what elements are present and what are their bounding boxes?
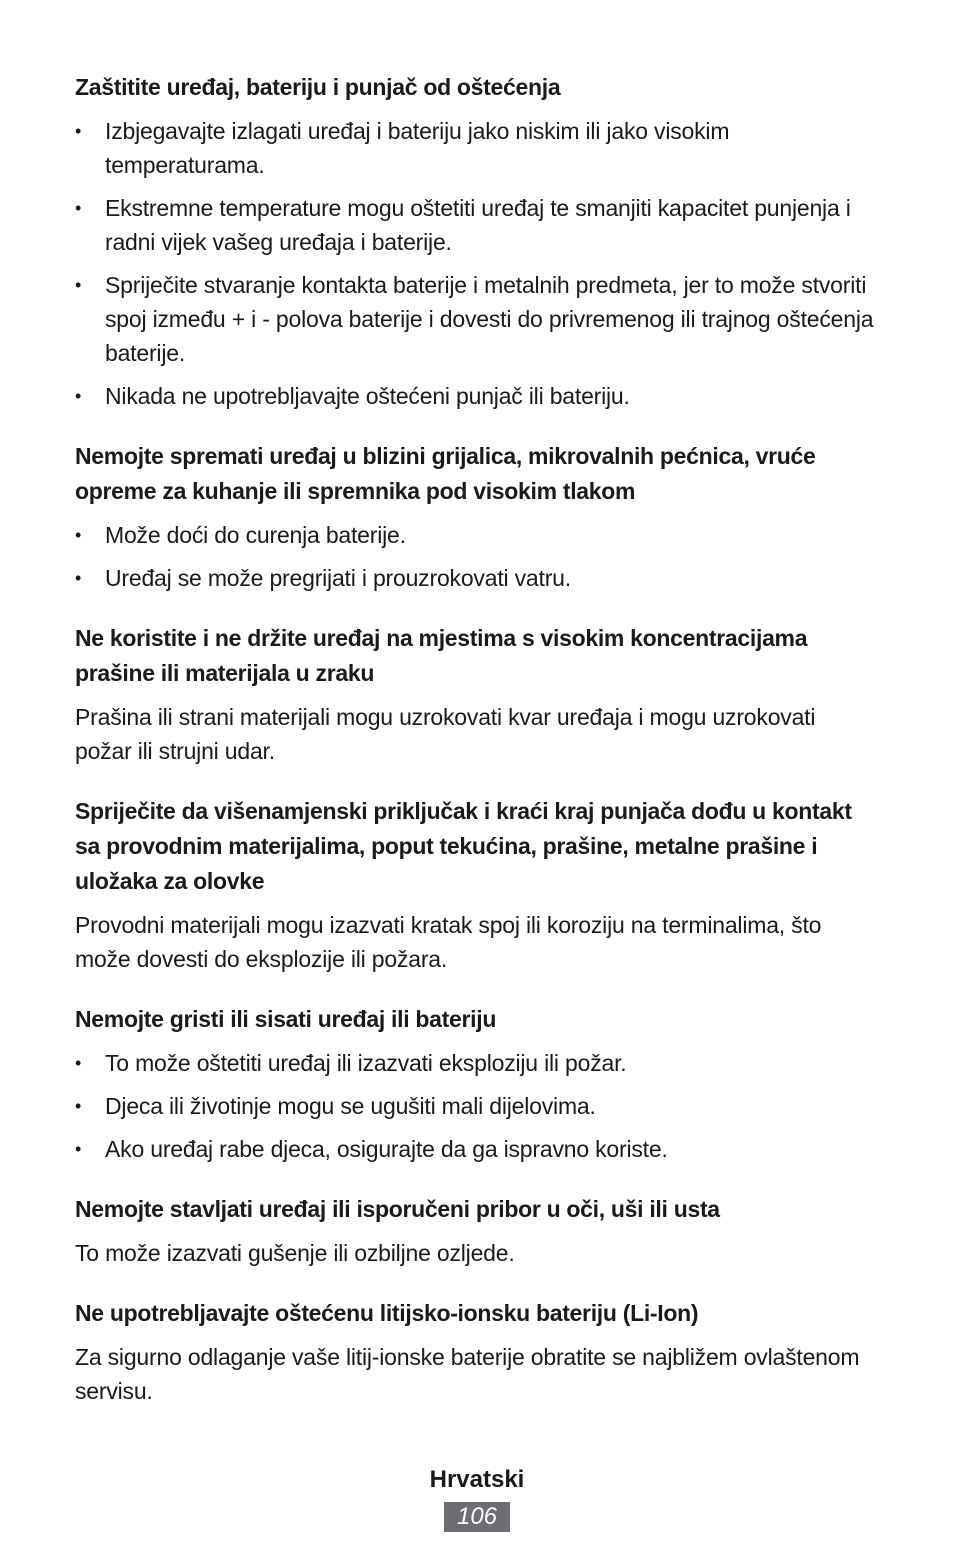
page-footer — [0, 1462, 954, 1532]
list-item: • Ako uređaj rabe djeca, osigurajte da ga ispravno koriste. — [75, 1132, 875, 1166]
section-protect-device — [75, 70, 875, 413]
bullet-icon: • — [75, 121, 82, 141]
bullet-icon: • — [75, 386, 82, 406]
section-eyes-ears-mouth — [75, 1192, 875, 1270]
section-damaged-battery — [75, 1296, 875, 1408]
bullet-list — [75, 518, 875, 595]
bullet-icon: • — [75, 1096, 82, 1116]
page-number: 106 — [444, 1502, 510, 1532]
document-body — [75, 70, 875, 1434]
footer-language: Hrvatski — [429, 1466, 525, 1493]
list-item: • Spriječite stvaranje kontakta baterije i metalnih predmeta, jer to može stvoriti spoj između + i - polova baterije i dovesti do privremenog ili trajnog oštećenja baterije. — [75, 268, 875, 370]
list-item: • Može doći do curenja baterije. — [75, 518, 875, 552]
bullet-list — [75, 114, 875, 413]
section-heading: Nemojte spremati uređaj u blizini grijalica, mikrovalnih pećnica, vruće opreme za kuhanje ili spremnika pod visokim tlakom — [75, 443, 816, 504]
section-conductive-materials — [75, 794, 875, 976]
section-text: To može izazvati gušenje ili ozbiljne ozljede. — [75, 1240, 515, 1266]
list-item: • Ekstremne temperature mogu oštetiti uređaj te smanjiti kapacitet punjenja i radni vijek vašeg uređaja i baterije. — [75, 191, 875, 259]
section-biting — [75, 1002, 875, 1166]
list-item: • Uređaj se može pregrijati i prouzrokovati vatru. — [75, 561, 875, 595]
list-item: • Izbjegavajte izlagati uređaj i bateriju jako niskim ili jako visokim temperaturama. — [75, 114, 875, 182]
bullet-list — [75, 1046, 875, 1166]
section-heading: Nemojte gristi ili sisati uređaj ili bateriju — [75, 1006, 497, 1032]
section-dust — [75, 621, 875, 768]
section-heading: Spriječite da višenamjenski priključak i kraći kraj punjača dođu u kontakt sa provodnim materijalima, poput tekućina, prašine, metalne prašine i uložaka za olovke — [75, 798, 852, 894]
bullet-icon: • — [75, 198, 82, 218]
section-heat-sources — [75, 439, 875, 595]
bullet-icon: • — [75, 1053, 82, 1073]
section-text: Provodni materijali mogu izazvati kratak spoj ili koroziju na terminalima, što može dovesti do eksplozije ili požara. — [75, 912, 822, 972]
list-item: • Djeca ili životinje mogu se ugušiti mali dijelovima. — [75, 1089, 875, 1123]
section-heading: Zaštitite uređaj, bateriju i punjač od oštećenja — [75, 74, 561, 100]
bullet-icon: • — [75, 525, 82, 545]
bullet-icon: • — [75, 275, 82, 295]
section-text: Prašina ili strani materijali mogu uzrokovati kvar uređaja i mogu uzrokovati požar ili strujni udar. — [75, 704, 816, 764]
section-heading: Ne upotrebljavajte oštećenu litijsko-ionsku bateriju (Li-Ion) — [75, 1300, 699, 1326]
section-heading: Nemojte stavljati uređaj ili isporučeni pribor u oči, uši ili usta — [75, 1196, 720, 1222]
list-item: • Nikada ne upotrebljavajte oštećeni punjač ili bateriju. — [75, 379, 875, 413]
list-item: • To može oštetiti uređaj ili izazvati eksploziju ili požar. — [75, 1046, 875, 1080]
section-text: Za sigurno odlaganje vaše litij-ionske baterije obratite se najbližem ovlaštenom servisu. — [75, 1344, 860, 1404]
bullet-icon: • — [75, 568, 82, 588]
section-heading: Ne koristite i ne držite uređaj na mjestima s visokim koncentracijama prašine ili materijala u zraku — [75, 625, 808, 686]
bullet-icon: • — [75, 1139, 82, 1159]
